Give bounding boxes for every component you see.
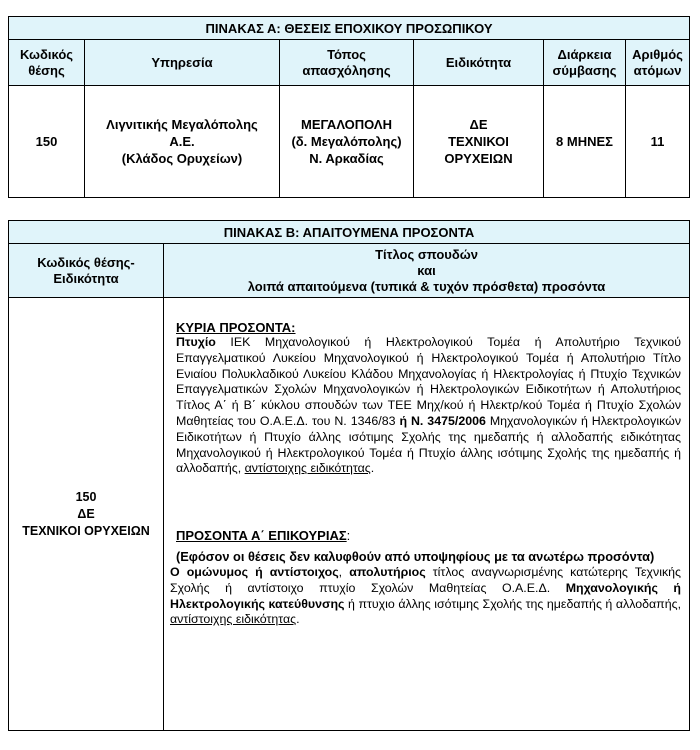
main-paragraph: Πτυχίο ΙΕΚ Μηχανολογικού ή Ηλεκτρολογικού Τομέα ή Απολυτήριο Τεχνικού Επαγγελματικού Λυκείου Μηχανολογικού ή Ηλεκτρολογικού Τομέα ή Απολυτήριο Τίτλο Ενιαίου Πολυκλαδικού Λυκείου Κλάδου Μηχανολογίας ή Ηλεκτρολογίας ή Πτυχίο Τεχνικών Επαγγελματικών Σχολών Μηχανολογικών ή Ηλεκτρολογικών Ειδικοτήτων ή Απολυτήριος Τίτλος Α΄ ή Β΄ κύκλου σπουδών των ΤΕΕ Μηχ/κού ή Ηλεκτρ/κού Τομέα ή Πτυχίο Σχολών Μαθητείας του Ο.Α.Ε.Δ. του Ν. 1346/83 ή Ν. 3475/2006 Μηχανολογικών ή Ηλεκτρολογικών Ειδικοτήτων ή Πτυχίο άλλης ισότιμης Σχολής της ημεδαπής ή αλλοδαπής ειδικότητας Μηχανολογικού ή Ηλεκτρολογικού Τομέα ή Πτυχίο άλλης ισότιμης Σχολής της ημεδαπής ή αλλοδαπής, αντίστοιχης ειδικότητας. — [176, 335, 682, 476]
aux-paragraph: Ο ομώνυμος ή αντίστοιχος, απολυτήριος τίτλος αναγνωρισμένης κατώτερης Τεχνικής Σχολής ή αντίστοιχο πτυχίο Σχολών Μαθητείας Ο.Α.Ε.Δ. Μηχανολογικής ή Ηλεκτρολογικής κατεύθυνσης ή πτυχιο άλλης ισότιμης Σχολής της ημεδαπής ή αλλοδαπής, αντίστοιχης ειδικότητας. — [170, 564, 682, 627]
cell-duration: 8 ΜΗΝΕΣ — [544, 86, 626, 198]
header-service: Υπηρεσία — [85, 40, 280, 86]
header-count: Αριθμός ατόμων — [626, 40, 690, 86]
header-specialty: Ειδικότητα — [414, 40, 544, 86]
cell-count: 11 — [626, 86, 690, 198]
aux-note: (Εφόσον οι θέσεις δεν καλυφθούν από υποψηφίους με τα ανωτέρω προσόντα) — [176, 549, 655, 565]
main-qualifications — [174, 320, 681, 477]
cell-location: ΜΕΓΑΛΟΠΟΛΗ (δ. Μεγαλόπολης) Ν. Αρκαδίας — [280, 86, 414, 198]
cell-code: 150 — [9, 86, 85, 198]
table-a-caption: ΠΙΝΑΚΑΣ Α: ΘΕΣΕΙΣ ΕΠΟΧΙΚΟΥ ΠΡΟΣΩΠΙΚΟΥ — [9, 17, 690, 40]
cell-specialty: ΔΕ ΤΕΧΝΙΚΟΙ ΟΡΥΧΕΙΩΝ — [414, 86, 544, 198]
cell-service: Λιγνιτικής Μεγαλόπολης Α.Ε. (Κλάδος Ορυχείων) — [85, 86, 280, 198]
header-code: Κωδικός θέσης — [9, 40, 85, 86]
table-a — [8, 16, 690, 198]
table-b-caption: ΠΙΝΑΚΑΣ Β: ΑΠΑΙΤΟΥΜΕΝΑ ΠΡΟΣΟΝΤΑ — [9, 221, 690, 244]
table-b — [8, 220, 690, 731]
header-location: Τόπος απασχόλησης — [280, 40, 414, 86]
aux-qualifications — [170, 527, 682, 628]
header-duration: Διάρκεια σύμβασης — [544, 40, 626, 86]
cell-position: 150 ΔΕ ΤΕΧΝΙΚΟΙ ΟΡΥΧΕΙΩΝ — [9, 298, 164, 731]
header-qualifications: Τίτλος σπουδών και λοιπά απαιτούμενα (τυπικά & τυχόν πρόσθετα) προσόντα — [164, 244, 690, 298]
main-heading: ΚΥΡΙΑ ΠΡΟΣΟΝΤΑ: — [176, 320, 296, 335]
aux-heading-line: ΠΡΟΣΟΝΤΑ Α΄ ΕΠΙΚΟΥΡΙΑΣ: — [176, 528, 351, 544]
header-position-specialty: Κωδικός θέσης- Ειδικότητα — [9, 244, 164, 298]
cell-qualifications — [164, 298, 690, 731]
aux-heading: ΠΡΟΣΟΝΤΑ Α΄ ΕΠΙΚΟΥΡΙΑΣ — [176, 528, 347, 544]
